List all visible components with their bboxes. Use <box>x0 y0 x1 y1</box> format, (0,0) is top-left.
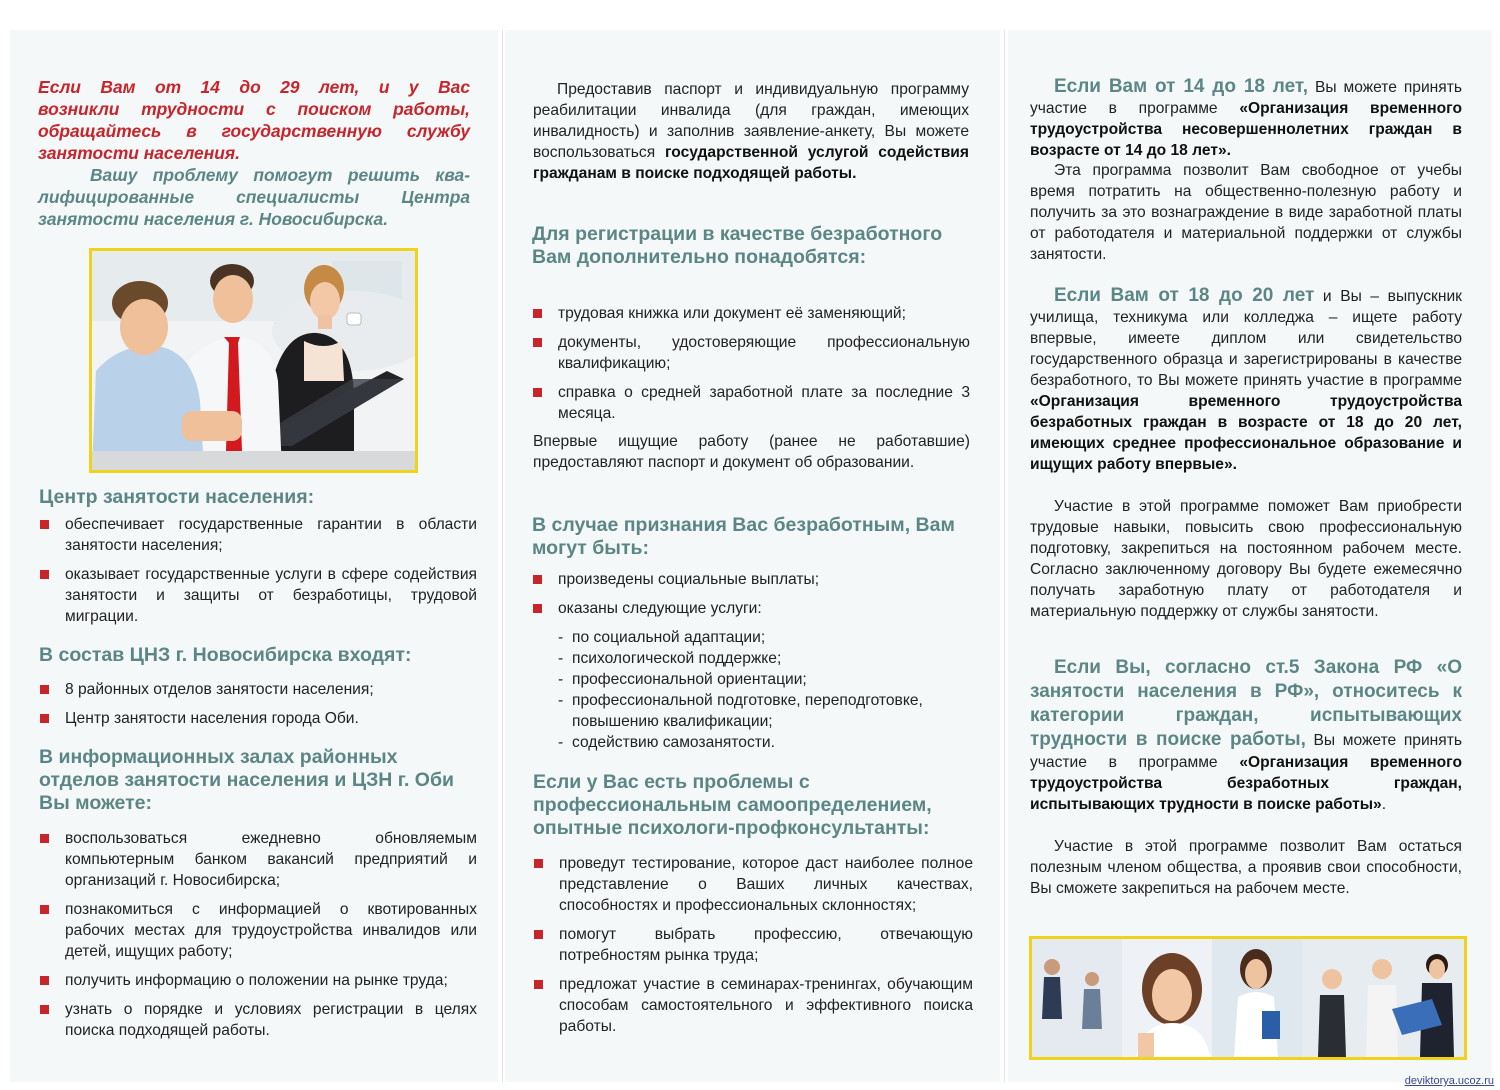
intro-red-line: занятости населения. <box>38 143 240 163</box>
intro-red-line: обращайтесь в государственную службу <box>38 121 470 141</box>
program-14-18-description: Эта программа позволит Вам свободное от учебы время потратить на общественно-полезную работу и получить за это вознаграждение в виде заработной платы от работодателя и материальной поддержки от службы занятости. <box>1030 162 1462 263</box>
list-item: Центр занятости населения города Оби. <box>39 708 477 729</box>
first-time-text: Впервые ищущие работу (ранее не работавшие) предоставляют паспорт и документ об образовании. <box>533 433 970 471</box>
program-14-18-text: Вы можете принять участие в программе <box>1030 79 1463 117</box>
center-heading: Центр занятости населения: <box>39 486 315 508</box>
service-item: - профессиональной подготовке, переподготовке, повышению квалификации; <box>558 690 970 732</box>
service-item: - содействию самозанятости. <box>558 732 970 753</box>
unemployed-heading: В случае признания Вас безработным, Вам могут быть: <box>532 514 955 559</box>
service-item: - по социальной адаптации; <box>558 627 970 648</box>
passport-intro-bold: государственной услугой содействия гражданам в поиске подходящей работы. <box>533 144 969 182</box>
young-professionals-illustration <box>1032 939 1464 1057</box>
program-hardship-title: «Организация временного трудоустройства безработных граждан, испытывающих трудности в поиске работы» <box>1030 754 1462 813</box>
center-list <box>39 514 477 635</box>
program-hardship-description: Участие в этой программе позволит Вам остаться полезным членом общества, а проявив свои способности, Вы сможете закрепиться на рабочем месте. <box>1030 838 1462 897</box>
program-18-20 <box>1030 285 1462 475</box>
passport-intro-text: Предоставив паспорт и индивидуальную программу реабилитации инвалида (для граждан, имеющих инвалидность) и заполнив заявление-анкету, Вы можете воспользоваться <box>533 81 969 161</box>
structure-heading: В состав ЦНЗ г. Новосибирска входят: <box>39 644 412 666</box>
psychologists-list <box>533 853 973 1045</box>
list-item: справка о средней заработной плате за последние 3 месяца. <box>532 382 970 424</box>
list-item: документы, удостоверяющие профессиональную квалификацию; <box>532 332 970 374</box>
list-item: узнать о порядке и условиях регистрации в целях поиска подходящей работы. <box>39 999 477 1041</box>
program-14-18-title: «Организация временного трудоустройства несовершеннолетних граждан в возрасте от 14 до 18 лет». <box>1030 100 1462 159</box>
program-14-18 <box>1030 76 1462 161</box>
fold-line <box>502 30 503 1082</box>
program-18-20-heading: Если Вам от 18 до 20 лет <box>1054 285 1315 306</box>
office-team-illustration <box>92 251 415 470</box>
intro-red-line: возникли трудности с поиском работы, <box>38 99 470 119</box>
young-professionals-photo <box>1029 936 1467 1060</box>
service-item: - психологической поддержке; <box>558 648 970 669</box>
fold-line <box>1004 30 1005 1082</box>
program-hardship <box>1030 656 1462 815</box>
halls-heading: В информационных залах районных отделов занятости населения и ЦЗН г. Оби Вы можете: <box>39 746 454 814</box>
program-hardship-end: . <box>1381 796 1387 813</box>
list-item: проведут тестирование, которое даст наиболее полное представление о Ваших личных качествах, способностях и профессиональных склонностях; <box>533 853 973 916</box>
unemployed-list <box>532 569 970 621</box>
services-list <box>558 627 970 753</box>
office-team-photo <box>89 248 418 473</box>
list-item: познакомиться с информацией о квотированных рабочих местах для трудоустройства инвалидов или детей, ищущих работу; <box>39 899 477 962</box>
halls-list <box>39 828 477 1049</box>
program-hardship-heading: Если Вы, согласно ст.5 Закона РФ «О занятости населения в РФ», относитесь к категории граждан, испытывающих трудности в поиске работы, <box>1030 657 1462 750</box>
service-item: - профессиональной ориентации; <box>558 669 970 690</box>
list-item: произведены социальные выплаты; <box>532 569 970 590</box>
registration-list <box>532 303 970 432</box>
list-item: трудовая книжка или документ её заменяющий; <box>532 303 970 324</box>
registration-heading: Для регистрации в качестве безработного Вам дополнительно понадобятся: <box>532 223 943 268</box>
program-14-18-heading: Если Вам от 14 до 18 лет, <box>1054 76 1309 97</box>
intro-teal-line: занятости населения г. Новосибирска. <box>38 209 389 229</box>
psychologists-heading: Если у Вас есть проблемы с профессиональным самоопределением, опытные психологи-профконсультанты: <box>533 771 932 839</box>
program-18-20-text: и Вы – выпускник училища, техникума или колледжа – ищете работу впервые, имеете диплом или свидетельство государственного образца и зарегистрированы в качестве безработного, то Вы можете принять участие в программе <box>1030 288 1462 389</box>
intro-red-line: Если Вам от 14 до 29 лет, и у Вас <box>38 77 470 97</box>
intro-block <box>38 76 470 230</box>
list-item: получить информацию о положении на рынке труда; <box>39 970 477 991</box>
list-item: предложат участие в семинарах-тренингах, обучающим способам самостоятельного и эффективного поиска работы. <box>533 974 973 1037</box>
structure-list <box>39 679 477 737</box>
list-item: оказывает государственные услуги в сфере содействия занятости и защиты от безработицы, трудовой миграции. <box>39 564 477 627</box>
intro-teal-line: лифицированные специалисты Центра <box>38 187 470 207</box>
list-item: воспользоваться ежедневно обновляемым компьютерным банком вакансий предприятий и организаций г. Новосибирска; <box>39 828 477 891</box>
list-item: 8 районных отделов занятости населения; <box>39 679 477 700</box>
list-item: помогут выбрать профессию, отвечающую потребностям рынка труда; <box>533 924 973 966</box>
program-hardship-text: Вы можете принять участие в программе <box>1030 732 1462 771</box>
passport-intro <box>533 79 969 184</box>
list-item: оказаны следующие услуги: <box>532 598 970 619</box>
program-18-20-description: Участие в этой программе поможет Вам приобрести трудовые навыки, повысить свою профессиональную подготовку, закрепиться на постоянном рабочем месте. Согласно заключенному договору Вы будете ежемесячно получать заработную плату от работодателя и материальную поддержку от службы занятости. <box>1030 498 1462 620</box>
website-watermark: deviktorya.ucoz.ru <box>1404 1075 1494 1087</box>
program-18-20-title: «Организация временного трудоустройства безработных граждан в возрасте от 18 до 20 лет, имеющих среднее профессиональное образование и ищущих работу впервые». <box>1030 393 1462 473</box>
intro-teal-line: Вашу проблему помогут решить ква- <box>90 165 470 185</box>
list-item: обеспечивает государственные гарантии в области занятости населения; <box>39 514 477 556</box>
